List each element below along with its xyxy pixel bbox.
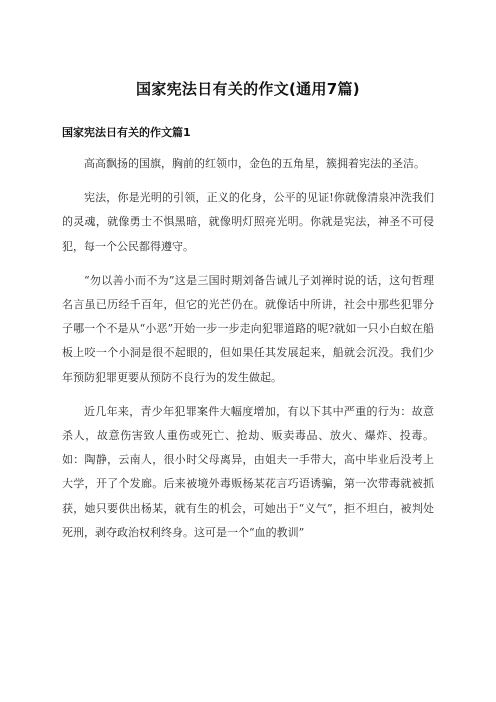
- paragraph-1: 高高飘扬的国旗，胸前的红领巾，金色的五角星，簇拥着宪法的圣洁。: [84, 157, 425, 170]
- paragraph-2: 宪法，你是光明的引领，正义的化身，公平的见证!你就像清泉冲洗我们的灵魂，就像勇士不惧黑暗，就像明灯照亮光明。你就是宪法，神圣不可侵犯，每一个公民都得遵守。: [62, 191, 434, 253]
- paragraph-3: “勿以善小而不为”这是三国时期刘备告诫儿子刘禅时说的话，这句哲理名言虽已历经千百年，但它的光芒仍在。就像话中所讲，社会中那些犯罪分子哪一个不是从“小恶”开始一步一步走向犯罪道路的呢?就如一只小白蚁在船板上咬一个小洞是很不起眼的，但如果任其发展起来，船就会沉没。我们少年预防犯罪更要从预防不良行为的发生做起。: [62, 273, 434, 384]
- section-heading: 国家宪法日有关的作文篇1: [62, 126, 191, 139]
- document-title: 国家宪法日有关的作文(通用7篇): [136, 80, 360, 98]
- document-body: [62, 152, 434, 555]
- paragraph-4: 近几年来，青少年犯罪案件大幅度增加，有以下其中严重的行为：故意杀人，故意伤害致人重伤或死亡、抢劫、贩卖毒品、放火、爆炸、投毒。如：陶静，云南人，很小时父母离异，由姐夫一手带大，高中毕业后没考上大学，开了个发廊。后来被境外毒贩杨某花言巧语诱骗，第一次带毒就被抓获，她只要供出杨某，就有生的机会，可她出于“义气”，拒不坦白，被判处死刑，剥夺政治权利终身。这可是一个“血的教训”: [62, 404, 434, 539]
